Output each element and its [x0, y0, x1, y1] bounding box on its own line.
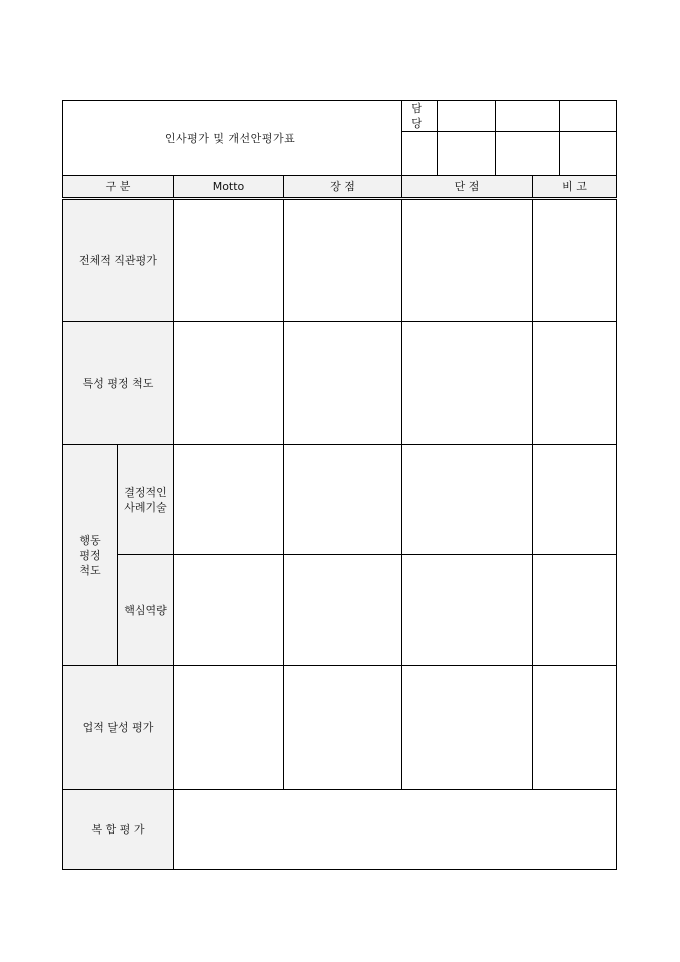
evaluation-form [62, 100, 616, 859]
cell-performance-weaknesses[interactable] [402, 666, 533, 790]
evaluation-table [62, 100, 617, 870]
column-header-strengths: 장 점 [284, 176, 402, 199]
cell-competency-remarks[interactable] [533, 555, 617, 666]
row-label-behavior: 행동 평정 척도 [63, 445, 118, 666]
column-header-remarks: 비 고 [533, 176, 617, 199]
row-label-composite: 복 합 평 가 [63, 790, 174, 870]
column-header-weaknesses: 단 점 [402, 176, 533, 199]
cell-overall-motto[interactable] [174, 199, 284, 322]
cell-overall-remarks[interactable] [533, 199, 617, 322]
sign-header-cell [560, 101, 617, 132]
cell-critical-remarks[interactable] [533, 445, 617, 555]
cell-trait-remarks[interactable] [533, 322, 617, 445]
cell-overall-weaknesses[interactable] [402, 199, 533, 322]
sign-header-cell [496, 101, 560, 132]
column-header-motto: Motto [174, 176, 284, 199]
cell-competency-strengths[interactable] [284, 555, 402, 666]
sign-box[interactable] [496, 132, 560, 176]
cell-critical-weaknesses[interactable] [402, 445, 533, 555]
cell-trait-motto[interactable] [174, 322, 284, 445]
cell-competency-weaknesses[interactable] [402, 555, 533, 666]
sign-label: 담 당 [402, 101, 438, 132]
row-label-performance: 업적 달성 평가 [63, 666, 174, 790]
sign-box[interactable] [438, 132, 496, 176]
row-label-core-competency: 핵심역량 [118, 555, 174, 666]
cell-performance-strengths[interactable] [284, 666, 402, 790]
cell-critical-strengths[interactable] [284, 445, 402, 555]
cell-performance-remarks[interactable] [533, 666, 617, 790]
cell-trait-strengths[interactable] [284, 322, 402, 445]
cell-critical-motto[interactable] [174, 445, 284, 555]
row-label-overall: 전체적 직관평가 [63, 199, 174, 322]
cell-performance-motto[interactable] [174, 666, 284, 790]
cell-overall-strengths[interactable] [284, 199, 402, 322]
row-label-critical-incident: 결정적인 사례기술 [118, 445, 174, 555]
sign-header-cell [438, 101, 496, 132]
cell-composite[interactable] [174, 790, 617, 870]
column-header-category: 구 분 [63, 176, 174, 199]
cell-competency-motto[interactable] [174, 555, 284, 666]
cell-trait-weaknesses[interactable] [402, 322, 533, 445]
sign-box[interactable] [402, 132, 438, 176]
sign-box[interactable] [560, 132, 617, 176]
form-title: 인사평가 및 개선안평가표 [63, 101, 402, 176]
row-label-trait: 특성 평정 척도 [63, 322, 174, 445]
